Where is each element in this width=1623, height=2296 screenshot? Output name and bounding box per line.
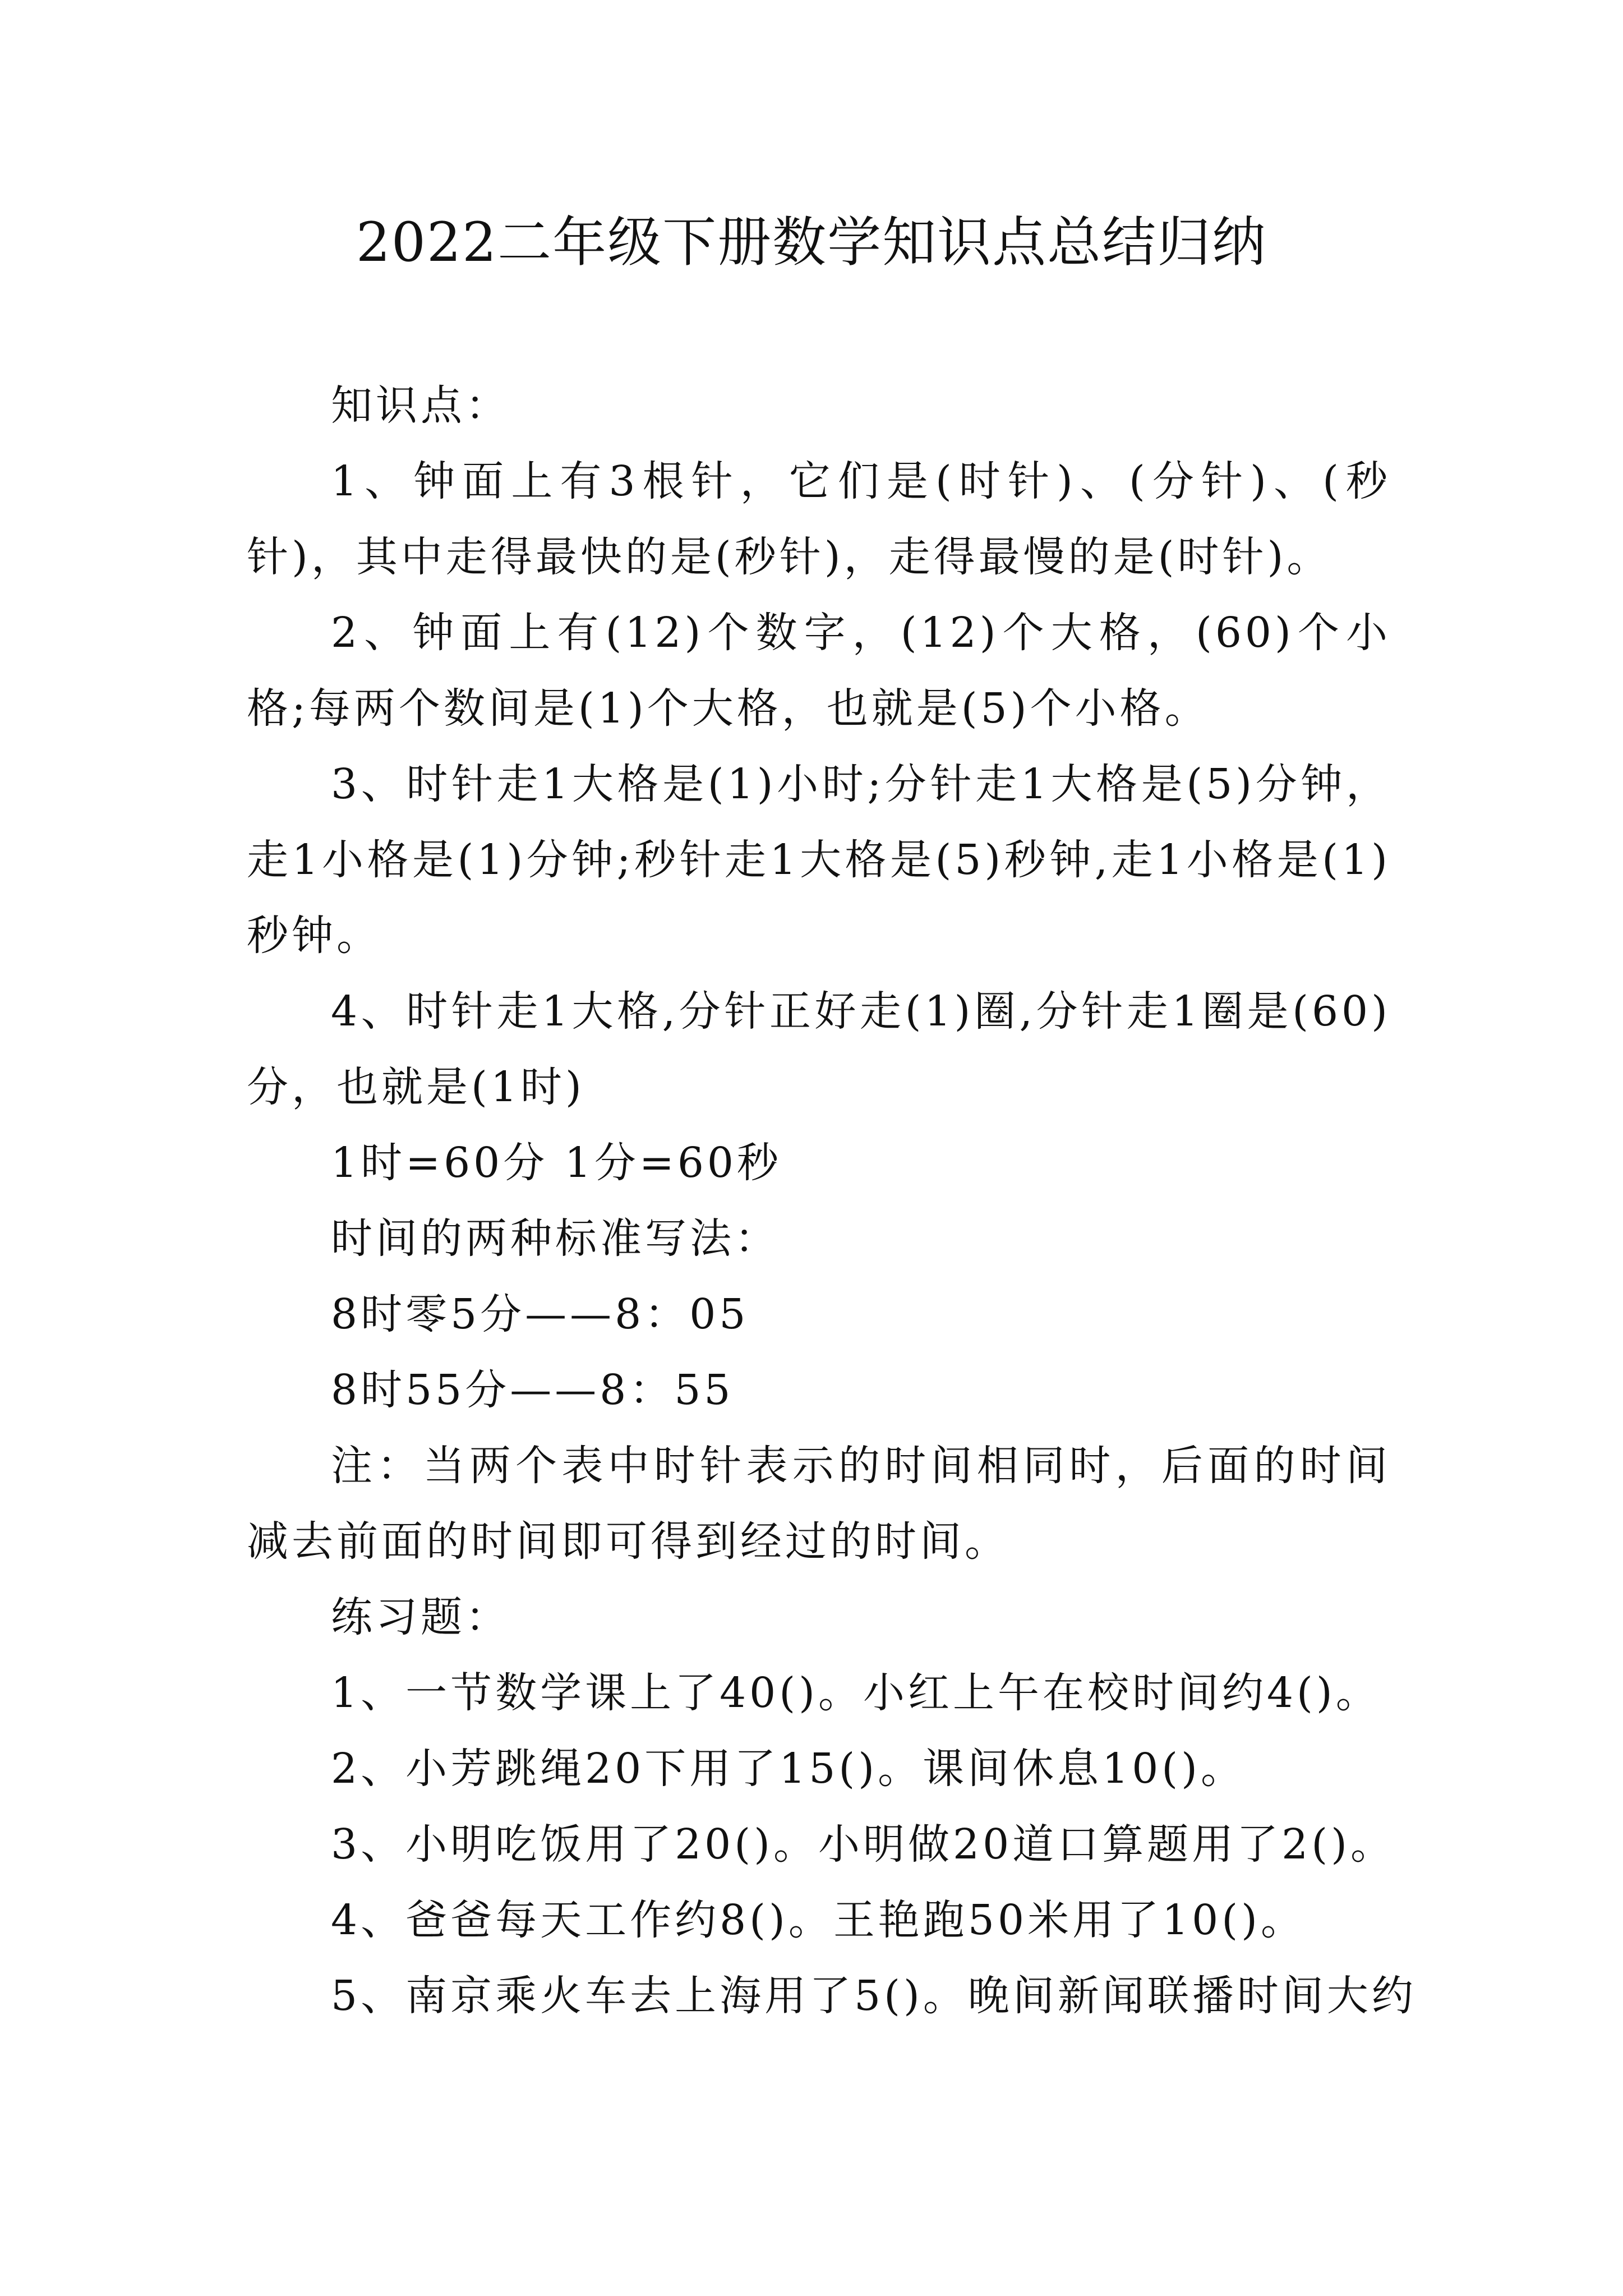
paragraph-4: 4、时针走1大格,分针正好走(1)圈,分针走1圈是(60)分，也就是(1时) — [247, 987, 1391, 1111]
exercise-2: 2、小芳跳绳20下用了15()。课间休息10()。 — [331, 1745, 1246, 1793]
paragraph-note: 注：当两个表中时针表示的时间相同时，后面的时间减去前面的时间即可得到经过的时间。 — [247, 1442, 1391, 1566]
exercise-4: 4、爸爸每天工作约8()。王艳跑50米用了10()。 — [331, 1896, 1306, 1944]
paragraph-1: 1、钟面上有3根针，它们是(时针)、(分针)、(秒针)，其中走得最快的是(秒针)，走得最慢的是(时针)。 — [247, 457, 1391, 581]
paragraph-notation-example-2: 8时55分——8：55 — [331, 1366, 734, 1414]
exercise-3: 3、小明吃饭用了20()。小明做20道口算题用了2()。 — [331, 1820, 1395, 1869]
document-title: 2022二年级下册数学知识点总结归纳 — [356, 211, 1267, 274]
paragraph-time-units: 1时=60分 1分=60秒 — [331, 1139, 782, 1187]
paragraph-notation-example-1: 8时零5分——8：05 — [331, 1290, 749, 1338]
paragraph-notation-heading: 时间的两种标准写法： — [331, 1214, 780, 1263]
exercise-5: 5、南京乘火车去上海用了5()。晚间新闻联播时间大约 — [331, 1972, 1417, 2020]
paragraph-3: 3、时针走1大格是(1)小时;分针走1大格是(5)分钟，走1小格是(1)分钟;秒针走1大格是(5)秒钟,走1小格是(1)秒钟。 — [247, 760, 1391, 960]
paragraph-exercise-heading: 练习题： — [331, 1593, 510, 1641]
exercise-1: 1、一节数学课上了40()。小红上午在校时间约4()。 — [331, 1669, 1381, 1717]
document-body — [247, 368, 1417, 2034]
paragraph-knowledge-heading: 知识点： — [331, 381, 510, 430]
paragraph-2: 2、钟面上有(12)个数字，(12)个大格，(60)个小格;每两个数间是(1)个大格，也就是(5)个小格。 — [247, 609, 1391, 733]
